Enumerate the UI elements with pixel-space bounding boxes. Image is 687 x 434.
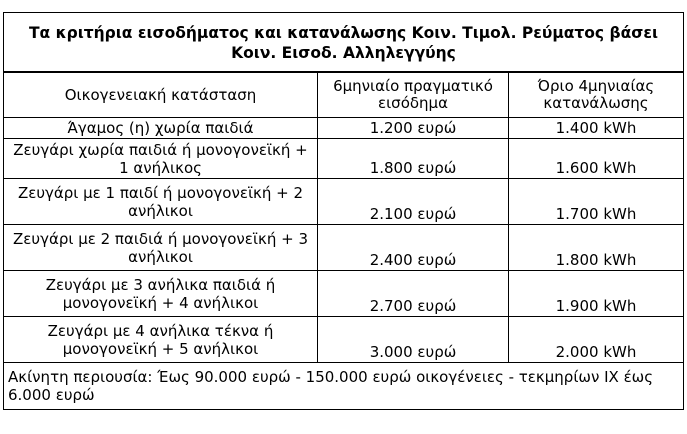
table-row — [4, 179, 684, 225]
income-cell: 3.000 ευρώ — [318, 317, 509, 363]
family-status-cell: Ζευγάρι με 4 ανήλικα τέκνα ή μονογονεϊκή + 5 ανήλικοι — [4, 317, 318, 363]
consumption-cell: 1.600 kWh — [509, 139, 684, 179]
table-row — [4, 225, 684, 271]
consumption-cell: 1.700 kWh — [509, 179, 684, 225]
title-row — [4, 13, 684, 73]
table-row — [4, 271, 684, 317]
family-status-cell: Ζευγάρι χωρία παιδιά ή μονογονεϊκή + 1 ανήλικος — [4, 139, 318, 179]
income-cell: 2.700 ευρώ — [318, 271, 509, 317]
consumption-cell: 1.400 kWh — [509, 118, 684, 139]
criteria-table — [3, 12, 684, 410]
property-note: Ακίνητη περιουσία: Έως 90.000 ευρώ - 150.000 ευρώ οικογένειες - τεκμηρίων ΙΧ έως 6.000 ευρώ — [4, 363, 684, 410]
family-status-cell: Ζευγάρι με 2 παιδιά ή μονογονεϊκή + 3 ανήλικοι — [4, 225, 318, 271]
table-row — [4, 139, 684, 179]
income-cell: 1.200 ευρώ — [318, 118, 509, 139]
header-income: 6μηνιαίο πραγματικό εισόδημα — [318, 72, 509, 118]
income-cell: 1.800 ευρώ — [318, 139, 509, 179]
criteria-table-container — [3, 12, 683, 410]
header-row — [4, 72, 684, 118]
income-cell: 2.100 ευρώ — [318, 179, 509, 225]
table-row — [4, 118, 684, 139]
family-status-cell: Ζευγάρι με 3 ανήλικα παιδιά ή μονογονεϊκή + 4 ανήλικοι — [4, 271, 318, 317]
consumption-cell: 2.000 kWh — [509, 317, 684, 363]
consumption-cell: 1.900 kWh — [509, 271, 684, 317]
table-title: Τα κριτήρια εισοδήματος και κατανάλωσης Κοιν. Τιμολ. Ρεύματος βάσει Κοιν. Εισοδ. Αλληλεγγύης — [4, 13, 684, 73]
income-cell: 2.400 ευρώ — [318, 225, 509, 271]
table-row — [4, 317, 684, 363]
footer-row — [4, 363, 684, 410]
consumption-cell: 1.800 kWh — [509, 225, 684, 271]
header-consumption: Όριο 4μηνιαίας κατανάλωσης — [509, 72, 684, 118]
header-family-status: Οικογενειακή κατάσταση — [4, 72, 318, 118]
family-status-cell: Άγαμος (η) χωρία παιδιά — [4, 118, 318, 139]
family-status-cell: Ζευγάρι με 1 παιδί ή μονογονεϊκή + 2 ανήλικοι — [4, 179, 318, 225]
